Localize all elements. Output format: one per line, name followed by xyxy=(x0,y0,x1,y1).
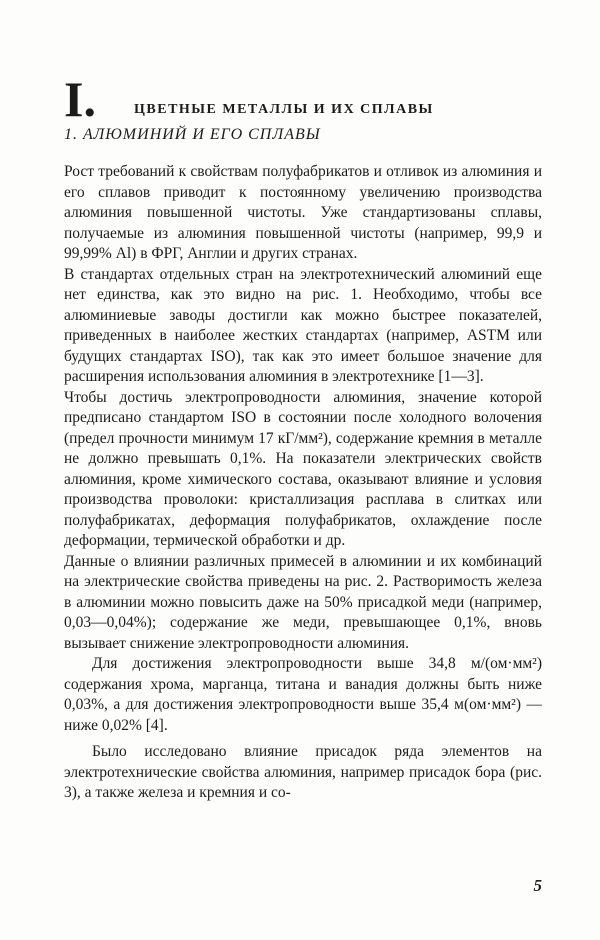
paragraph-4: Данные о влиянии различных примесей в алюминии и их комбинаций на электрические свойства приведены на рис. 2. Растворимость железа в алюминии можно повысить даже на 50% присадкой меди (например, 0,03—0,04%); содержание же меди, превышающее 0,1%, вновь вызывает снижение электропроводности алюминия. xyxy=(64,552,542,652)
paragraph-3: Чтобы достичь электропроводности алюминия, значение которой предписано стандартом ISO в состоянии после холодного волочения (предел прочности минимум 17 кГ/мм²), содержание кремния в металле не должно превышать 0,1%. На показатели электрических свойств алюминия, кроме химического состава, оказывают влияние и условия производства проволоки: кристаллизация расплава в слитках или полуфабрикатах, деформация полуфабрикатов, охлаждение после деформации, термической обработки и др. xyxy=(64,388,542,549)
paragraph-6: Было исследовано влияние присадок ряда элементов на электротехнические свойства алюминия, например присадок бора (рис. 3), а также железа и кремния и со- xyxy=(64,743,542,801)
section-title: 1. АЛЮМИНИЙ И ЕГО СПЛАВЫ xyxy=(64,126,321,143)
paragraph-1: Рост требований к свойствам полуфабрикатов и отливок из алюминия и его сплавов приводит к постоянному увеличению производства алюминия повышенной чистоты. Уже стандартизованы сплавы, получаемые из алюминия повышенной чистоты (например, 99,9 и 99,99% Al) в ФРГ, Англии и других странах. xyxy=(64,163,542,262)
paragraph-5: Для достижения электропроводности выше 34,8 м/(ом·мм²) содержания хрома, марганца, титана и ванадия должны быть ниже 0,03%, а для достижения электропроводности выше 35,4 м(ом·мм²) — ниже 0,02% [4]. xyxy=(64,655,542,734)
chapter-title: ЦВЕТНЫЕ МЕТАЛЛЫ И ИХ СПЛАВЫ xyxy=(134,102,434,117)
chapter-numeral: I. xyxy=(64,71,96,127)
page-number: 5 xyxy=(533,876,542,895)
paragraph-2: В стандартах отдельных стран на электротехнический алюминий еще нет единства, как это видно на рис. 1. Необходимо, чтобы все алюминиевые заводы достигли как можно быстрее показателей, приведенных в наиболее жестких стандартах (например, ASTM или будущих стандартах ISO), так как это имеет большое значение для расширения использования алюминия в электротехнике [1—3]. xyxy=(64,265,542,385)
body-text xyxy=(64,162,542,804)
